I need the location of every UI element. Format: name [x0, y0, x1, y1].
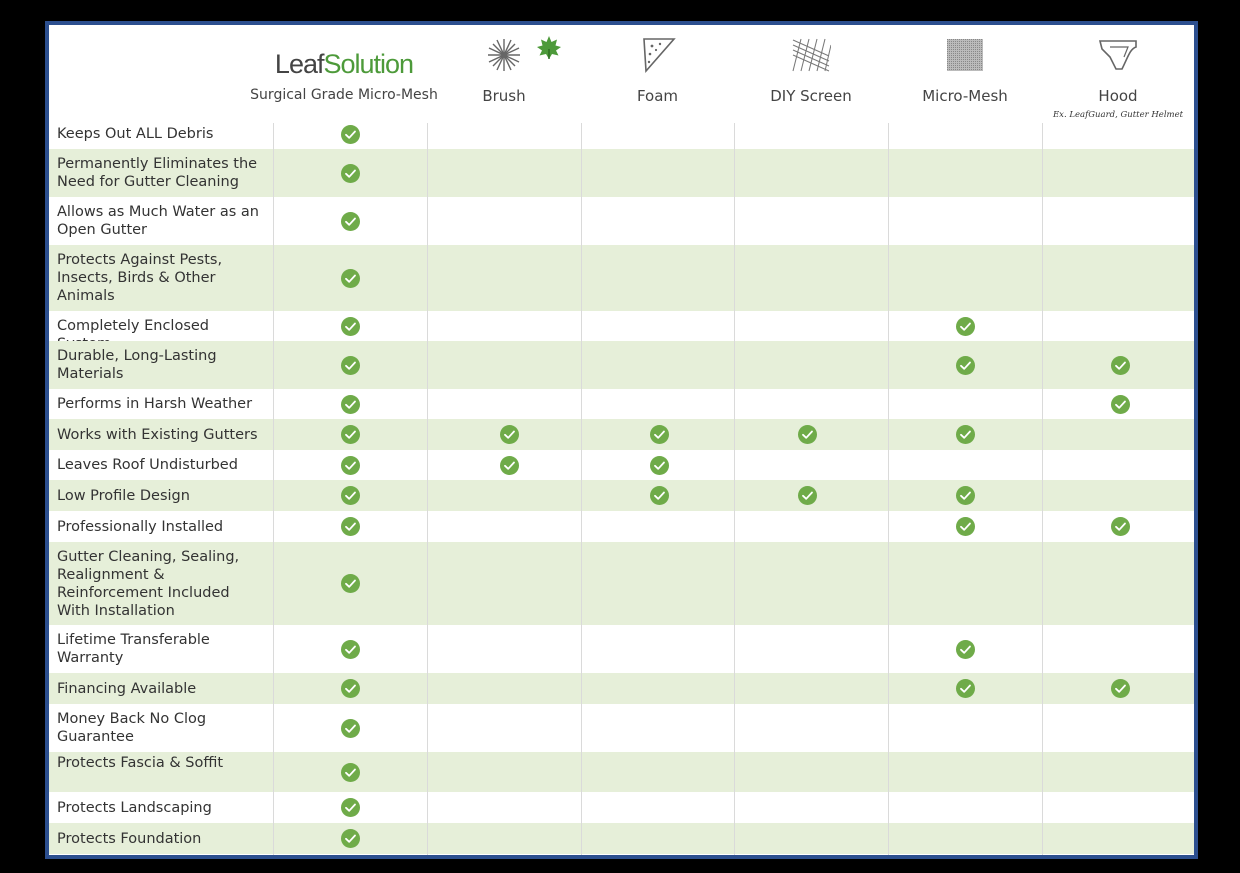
feature-label: Protects Foundation [57, 830, 202, 847]
check-icon [650, 425, 669, 444]
feature-label: Financing Available [57, 680, 197, 697]
check-icon [341, 317, 360, 336]
table-row [49, 450, 1194, 480]
brush-icon [484, 35, 524, 75]
column-divider [1042, 119, 1043, 855]
logo-solution-text: Solution [323, 49, 414, 79]
table-row [49, 542, 1194, 625]
header-label: Micro-Mesh [922, 87, 1008, 105]
check-icon [341, 763, 360, 782]
feature-label: Gutter Cleaning, Sealing, Realignment & Reinforcement Included With Installation [57, 548, 240, 619]
feature-label: Allows as Much Water as an Open Gutter [57, 204, 259, 238]
check-icon [798, 486, 817, 505]
feature-label: Protects Fascia & Soffit [57, 755, 224, 771]
header-label: DIY Screen [770, 87, 852, 105]
header-col-diy-screen [734, 25, 888, 123]
table-row [49, 673, 1194, 704]
table-row [49, 752, 1194, 792]
check-icon [956, 425, 975, 444]
check-icon [341, 269, 360, 288]
feature-label: Protects Against Pests, Insects, Birds & Other Animals [57, 252, 223, 304]
check-icon [341, 829, 360, 848]
check-icon [956, 679, 975, 698]
feature-label: Permanently Eliminates the Need for Gutter Cleaning [57, 156, 258, 190]
check-icon [1111, 395, 1130, 414]
check-icon [650, 486, 669, 505]
table-row [49, 311, 1194, 341]
table-row [49, 197, 1194, 245]
table-row [49, 419, 1194, 450]
check-icon [341, 395, 360, 414]
check-icon [500, 456, 519, 475]
check-icon [956, 486, 975, 505]
table-header [49, 25, 1194, 123]
header-col-leafsolution [239, 25, 449, 123]
feature-label: Keeps Out ALL Debris [57, 126, 214, 142]
table-row [49, 823, 1194, 854]
check-icon [341, 679, 360, 698]
foam-icon [638, 35, 678, 75]
feature-label: Durable, Long-Lasting Materials [57, 348, 217, 382]
check-icon [341, 164, 360, 183]
table-row [49, 625, 1194, 673]
header-label: Foam [636, 87, 679, 105]
check-icon [956, 517, 975, 536]
header-label: Brush [482, 87, 526, 105]
feature-label: Works with Existing Gutters [57, 426, 258, 443]
column-divider [427, 119, 428, 855]
check-icon [956, 640, 975, 659]
check-icon [341, 640, 360, 659]
hood-icon [1098, 35, 1138, 75]
feature-label: Low Profile Design [57, 487, 190, 504]
check-icon [341, 798, 360, 817]
header-col-foam [581, 25, 734, 123]
comparison-frame [45, 21, 1198, 859]
check-icon [341, 456, 360, 475]
feature-label: Completely Enclosed [57, 318, 210, 334]
check-icon [956, 356, 975, 375]
header-col-brush [427, 25, 581, 123]
micro-mesh-icon [945, 35, 985, 75]
header-label: Surgical Grade Micro-Mesh [250, 87, 438, 103]
header-col-hood [1042, 25, 1194, 123]
diy-screen-icon [791, 35, 831, 75]
check-icon [798, 425, 817, 444]
feature-label: Performs in Harsh Weather [57, 396, 253, 412]
check-icon [341, 574, 360, 593]
header-sublabel: Ex. LeafGuard, Gutter Helmet [1052, 110, 1184, 120]
feature-label: Leaves Roof Undisturbed [57, 457, 238, 473]
check-icon [341, 212, 360, 231]
check-icon [956, 317, 975, 336]
header-col-micro-mesh [888, 25, 1042, 123]
table-row [49, 704, 1194, 752]
check-icon [1111, 356, 1130, 375]
check-icon [341, 356, 360, 375]
column-divider [581, 119, 582, 855]
check-icon [341, 486, 360, 505]
feature-label: Protects Landscaping [57, 799, 212, 816]
check-icon [341, 517, 360, 536]
column-divider [273, 119, 274, 855]
feature-label: Lifetime Transferable Warranty [57, 632, 210, 666]
check-icon [1111, 517, 1130, 536]
table-row [49, 389, 1194, 419]
check-icon [341, 125, 360, 144]
table-row [49, 119, 1194, 149]
comparison-table [49, 25, 1194, 855]
leafsolution-logo [239, 49, 449, 85]
column-divider [734, 119, 735, 855]
table-row [49, 149, 1194, 197]
check-icon [341, 425, 360, 444]
table-row [49, 341, 1194, 389]
table-row [49, 480, 1194, 511]
check-icon [650, 456, 669, 475]
header-label: Hood [1098, 87, 1138, 105]
column-divider [888, 119, 889, 855]
logo-leaf-text: Leaf [274, 49, 324, 79]
table-row [49, 245, 1194, 311]
feature-label: Professionally Installed [57, 518, 224, 535]
table-row [49, 511, 1194, 542]
table-row [49, 792, 1194, 823]
check-icon [500, 425, 519, 444]
feature-label: Money Back No Clog Guarantee [57, 711, 207, 745]
check-icon [341, 719, 360, 738]
check-icon [1111, 679, 1130, 698]
